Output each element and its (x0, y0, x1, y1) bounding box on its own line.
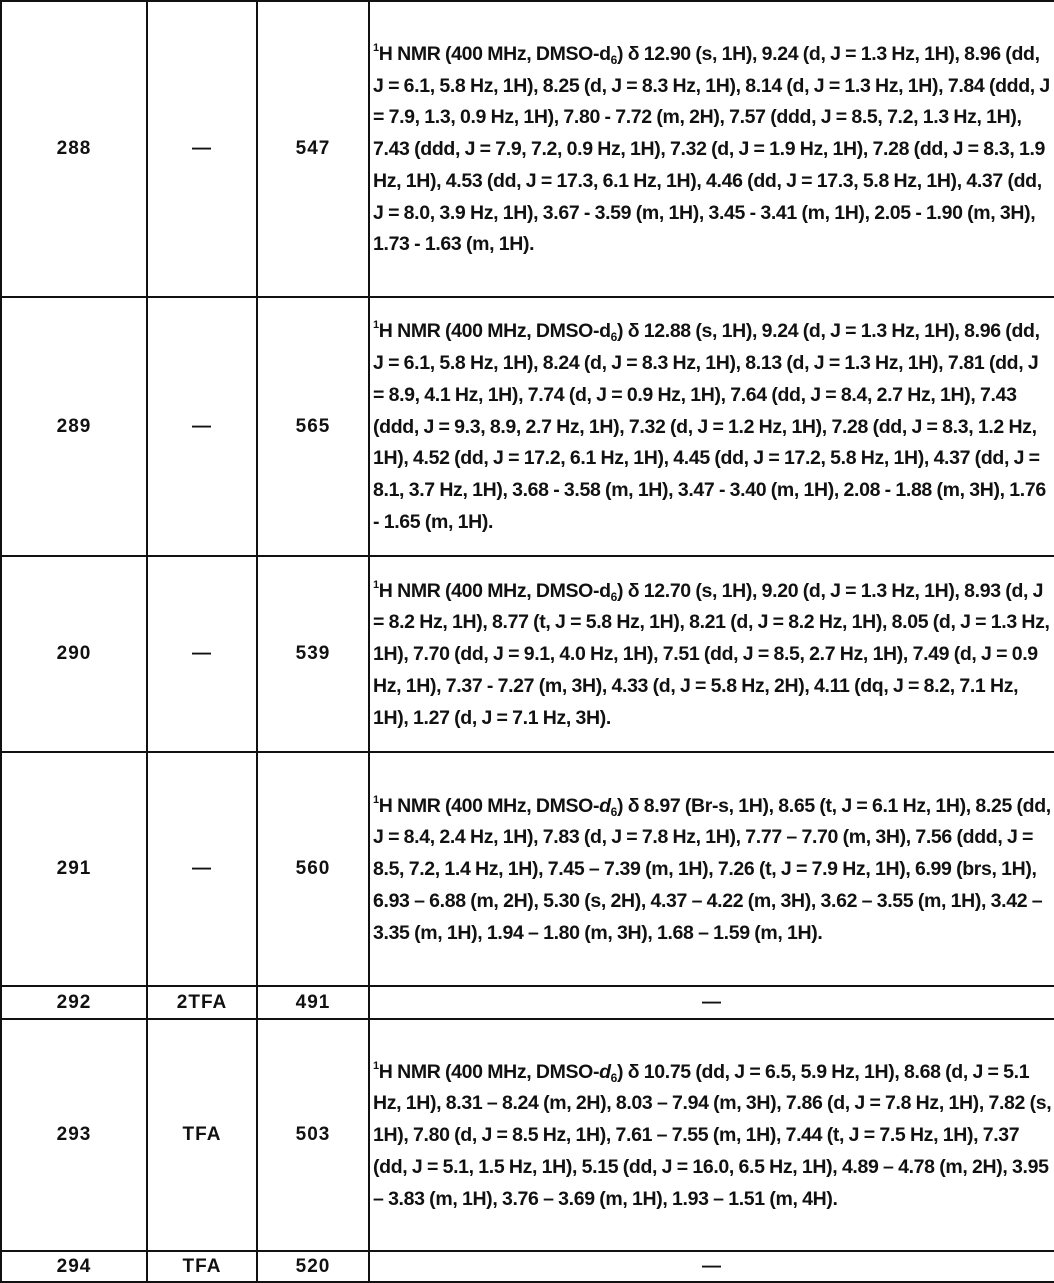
nmr-text: ) δ 8.97 (Br-s, 1H), 8.65 (t, J = 6.1 Hz, 1H), 8.25 (dd, J = 8.4, 2.4 Hz, 1H), 7.83 (d, J = 7.8 Hz, 1H), 7.77 – 7.70 (m, 3H), 7.56 (ddd, J = 8.5, 7.2, 1.4 Hz, 1H), 7.45 – 7.39 (m, 1H), 7.26 (t, J = 7.9 Hz, 1H), 6.99 (brs, 1H), 6.93 – 6.88 (m, 2H), 5.30 (s, 2H), 4.37 – 4.22 (m, 3H), 3.62 – 3.55 (m, 1H), 3.42 – 3.35 (m, 1H), 1.94 – 1.80 (m, 3H), 1.68 – 1.59 (m, 1H). (373, 795, 1051, 944)
compound-number: 292 (1, 986, 147, 1019)
nmr-cell (369, 556, 1054, 752)
compound-number: 290 (1, 556, 147, 752)
nmr-superscript: 1 (373, 579, 379, 591)
ms-value: 565 (257, 297, 369, 556)
compound-number: 294 (1, 1251, 147, 1282)
nmr-text: ) δ 10.75 (dd, J = 6.5, 5.9 Hz, 1H), 8.68 (d, J = 5.1 Hz, 1H), 8.31 – 8.24 (m, 2H), 8.03 – 7.94 (m, 3H), 7.86 (d, J = 7.8 Hz, 1H), 7.82 (s, 1H), 7.80 (d, J = 8.5 Hz, 1H), 7.61 – 7.55 (m, 1H), 7.44 (t, J = 7.5 Hz, 1H), 7.37 (dd, J = 5.1, 1.5 Hz, 1H), 5.15 (dd, J = 16.0, 6.5 Hz, 1H), 4.89 – 4.78 (m, 2H), 3.95 – 3.83 (m, 1H), 3.76 – 3.69 (m, 1H), 1.93 – 1.51 (m, 4H). (373, 1061, 1051, 1210)
nmr-prefix: H NMR (400 MHz, DMSO- (379, 320, 599, 342)
salt-form: — (147, 556, 257, 752)
nmr-cell: — (369, 986, 1054, 1019)
nmr-d: d (599, 1061, 611, 1083)
compound-number: 293 (1, 1019, 147, 1251)
nmr-superscript: 1 (373, 794, 379, 806)
compound-number: 289 (1, 297, 147, 556)
compound-number: 288 (1, 1, 147, 297)
table-row (1, 1, 1054, 297)
nmr-subscript: 6 (611, 590, 617, 604)
ms-value: 503 (257, 1019, 369, 1251)
nmr-subscript: 6 (611, 1071, 617, 1085)
nmr-superscript: 1 (373, 1060, 379, 1072)
salt-form: 2TFA (147, 986, 257, 1019)
nmr-prefix: H NMR (400 MHz, DMSO- (379, 580, 599, 602)
table-row (1, 1019, 1054, 1251)
nmr-superscript: 1 (373, 319, 379, 331)
nmr-prefix: H NMR (400 MHz, DMSO- (379, 795, 599, 817)
salt-form: — (147, 297, 257, 556)
ms-value: 491 (257, 986, 369, 1019)
nmr-cell (369, 752, 1054, 986)
nmr-text: ) δ 12.70 (s, 1H), 9.20 (d, J = 1.3 Hz, 1H), 8.93 (d, J = 8.2 Hz, 1H), 8.77 (t, J = 5.8 Hz, 1H), 8.21 (d, J = 8.2 Hz, 1H), 8.05 (d, J = 1.3 Hz, 1H), 7.70 (dd, J = 9.1, 4.0 Hz, 1H), 7.51 (dd, J = 8.5, 2.7 Hz, 1H), 7.49 (d, J = 0.9 Hz, 1H), 7.37 - 7.27 (m, 3H), 4.33 (d, J = 5.8 Hz, 2H), 4.11 (dq, J = 8.2, 7.1 Hz, 1H), 1.27 (d, J = 7.1 Hz, 3H). (373, 580, 1050, 729)
salt-form: — (147, 1, 257, 297)
ms-value: 547 (257, 1, 369, 297)
nmr-d: d (599, 580, 611, 602)
salt-form: — (147, 752, 257, 986)
salt-form: TFA (147, 1019, 257, 1251)
ms-value: 539 (257, 556, 369, 752)
nmr-prefix: H NMR (400 MHz, DMSO- (379, 43, 599, 65)
nmr-data-table (0, 0, 1054, 1283)
ms-value: 520 (257, 1251, 369, 1282)
nmr-cell (369, 1019, 1054, 1251)
salt-form: TFA (147, 1251, 257, 1282)
nmr-d: d (599, 795, 611, 817)
nmr-d: d (599, 43, 611, 65)
table-row (1, 556, 1054, 752)
table-row (1, 986, 1054, 1019)
nmr-subscript: 6 (611, 53, 617, 67)
table-row (1, 297, 1054, 556)
table-row (1, 752, 1054, 986)
nmr-text: ) δ 12.90 (s, 1H), 9.24 (d, J = 1.3 Hz, 1H), 8.96 (dd, J = 6.1, 5.8 Hz, 1H), 8.25 (d, J = 8.3 Hz, 1H), 8.14 (d, J = 1.3 Hz, 1H), 7.84 (ddd, J = 7.9, 1.3, 0.9 Hz, 1H), 7.80 - 7.72 (m, 2H), 7.57 (ddd, J = 8.5, 7.2, 1.3 Hz, 1H), 7.43 (ddd, J = 7.9, 7.2, 0.9 Hz, 1H), 7.32 (d, J = 1.9 Hz, 1H), 7.28 (dd, J = 8.3, 1.9 Hz, 1H), 4.53 (dd, J = 17.3, 6.1 Hz, 1H), 4.46 (dd, J = 17.3, 5.8 Hz, 1H), 4.37 (dd, J = 8.0, 3.9 Hz, 1H), 3.67 - 3.59 (m, 1H), 3.45 - 3.41 (m, 1H), 2.05 - 1.90 (m, 3H), 1.73 - 1.63 (m, 1H). (373, 43, 1050, 256)
nmr-text: ) δ 12.88 (s, 1H), 9.24 (d, J = 1.3 Hz, 1H), 8.96 (dd, J = 6.1, 5.8 Hz, 1H), 8.24 (d, J = 8.3 Hz, 1H), 8.13 (d, J = 1.3 Hz, 1H), 7.81 (dd, J = 8.9, 4.1 Hz, 1H), 7.74 (d, J = 0.9 Hz, 1H), 7.64 (dd, J = 8.4, 2.7 Hz, 1H), 7.43 (ddd, J = 9.3, 8.9, 2.7 Hz, 1H), 7.32 (d, J = 1.2 Hz, 1H), 7.28 (dd, J = 8.3, 1.2 Hz, 1H), 4.52 (dd, J = 17.2, 6.1 Hz, 1H), 4.45 (dd, J = 17.2, 5.8 Hz, 1H), 4.37 (dd, J = 8.1, 3.7 Hz, 1H), 3.68 - 3.58 (m, 1H), 3.47 - 3.40 (m, 1H), 2.08 - 1.88 (m, 3H), 1.76 - 1.65 (m, 1H). (373, 320, 1046, 533)
table-row (1, 1251, 1054, 1282)
nmr-cell: — (369, 1251, 1054, 1282)
nmr-prefix: H NMR (400 MHz, DMSO- (379, 1061, 599, 1083)
nmr-subscript: 6 (611, 805, 617, 819)
ms-value: 560 (257, 752, 369, 986)
nmr-cell (369, 297, 1054, 556)
nmr-d: d (599, 320, 611, 342)
nmr-superscript: 1 (373, 42, 379, 54)
nmr-cell (369, 1, 1054, 297)
compound-number: 291 (1, 752, 147, 986)
nmr-subscript: 6 (611, 330, 617, 344)
